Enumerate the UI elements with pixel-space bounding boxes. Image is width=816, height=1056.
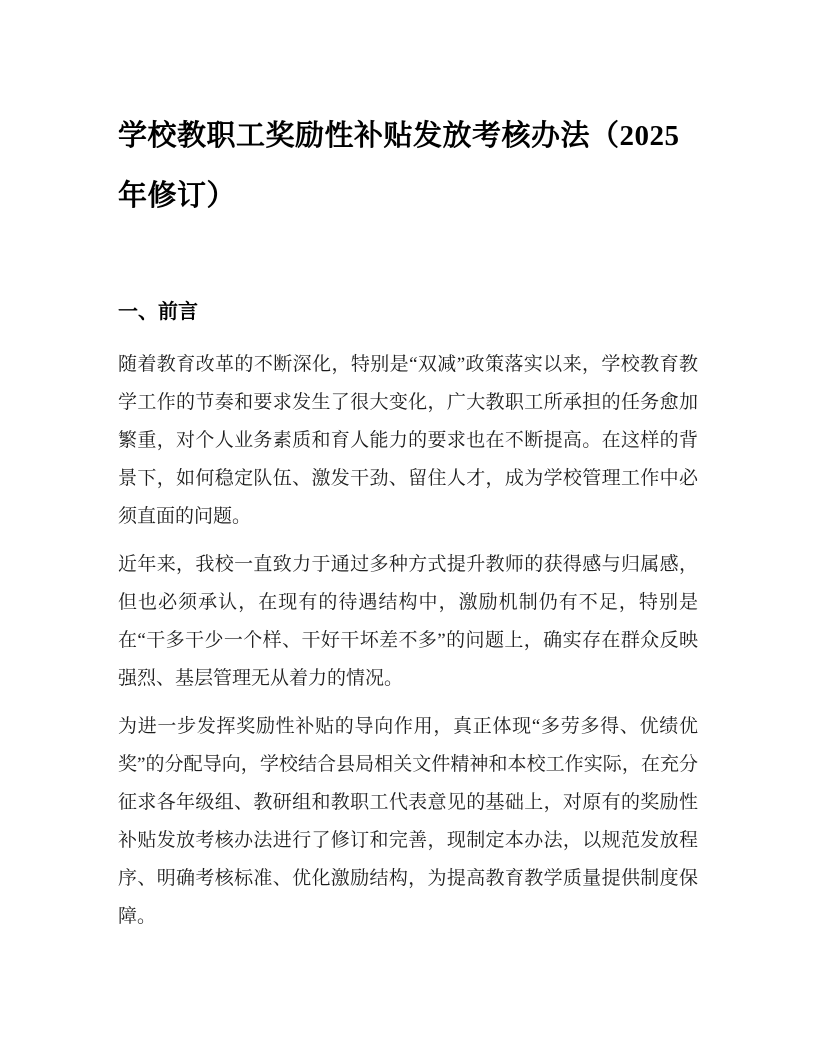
paragraph-background: 随着教育改革的不断深化，特别是“双减”政策落实以来，学校教育教学工作的节奏和要求发生了很大变化，广大教职工所承担的任务愈加繁重，对个人业务素质和育人能力的要求也在不断提高。在这样的背景下，如何稳定队伍、激发干劲、留住人才，成为学校管理工作中必须直面的问题。 bbox=[118, 354, 698, 527]
paragraph-revision-purpose: 为进一步发挥奖励性补贴的导向作用，真正体现“多劳多得、优绩优奖”的分配导向，学校结合县局相关文件精神和本校工作实际，在充分征求各年级组、教研组和教职工代表意见的基础上，对原有的奖励性补贴发放考核办法进行了修订和完善，现制定本办法，以规范发放程序、明确考核标准、优化激励结构，为提高教育教学质量提供制度保障。 bbox=[118, 716, 698, 927]
paragraph-current-issues: 近年来，我校一直致力于通过多种方式提升教师的获得感与归属感，但也必须承认，在现有的待遇结构中，激励机制仍有不足，特别是在“干多干少一个样、干好干坏差不多”的问题上，确实存在群众反映强烈、基层管理无从着力的情况。 bbox=[118, 554, 698, 689]
section-heading-foreword: 一、前言 bbox=[118, 301, 198, 323]
document-title: 学校教职工奖励性补贴发放考核办法（2025年修订） bbox=[118, 120, 680, 212]
